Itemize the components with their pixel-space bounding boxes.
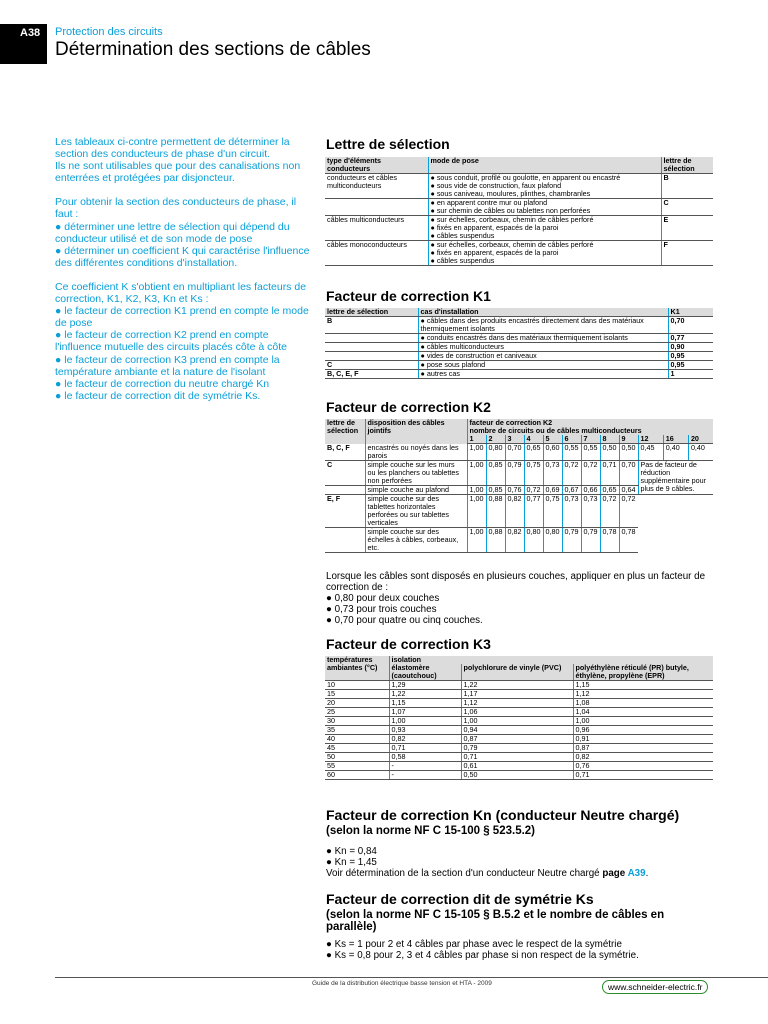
k2-col-header: 8	[600, 435, 619, 444]
k2-col-header: 5	[543, 435, 562, 444]
cell: 0,82	[573, 753, 713, 762]
value-cell: 0,70	[505, 444, 524, 461]
k2-col-header: 16	[663, 435, 688, 444]
mode: ● sur échelles, corbeaux, chemin de câbles perforé	[430, 215, 594, 224]
cell: 0,58	[389, 753, 461, 762]
value-cell: 0,88	[486, 527, 505, 552]
mode: ● sous caniveau, moulures, plinthes, chambranles	[430, 189, 591, 198]
cell	[428, 199, 661, 216]
cell: 1,22	[389, 690, 461, 699]
kn-item: ● Kn = 0,84	[326, 846, 377, 857]
value-cell: 0,67	[562, 485, 581, 494]
cell: 0,93	[389, 726, 461, 735]
ks-list	[326, 939, 716, 961]
cell: 1,07	[389, 708, 461, 717]
ks-title-text: Facteur de correction dit de symétrie Ks	[326, 891, 594, 907]
footer-guide: Guide de la distribution électrique basse tension et HTA - 2009	[312, 980, 492, 987]
cell: 1,06	[461, 708, 573, 717]
cell: 0,96	[573, 726, 713, 735]
cell: 1,00	[461, 717, 573, 726]
mode: ● fixés en apparent, espacés de la paroi	[430, 223, 559, 232]
k2-count-label: nombre de circuits ou de câbles multiconducteurs	[469, 426, 642, 435]
mode: ● sur chemin de câbles ou tablettes non perforées	[430, 206, 591, 215]
table-row	[325, 771, 713, 780]
cell: simple couche sur les murs ou les planchers ou tablettes non perforées	[365, 460, 467, 485]
value-cell: 0,72	[524, 485, 543, 494]
intro-text	[55, 136, 315, 414]
intro-line: Les tableaux ci-contre permettent de déterminer la section des conducteurs de phase d'un circuit.	[55, 136, 290, 161]
cell: simple couche sur des échelles à câbles, corbeaux, etc.	[365, 527, 467, 552]
cell: 0,77	[668, 334, 713, 343]
intro-line: Ils ne sont utilisables que pour des canalisations non enterrées et protégées par disjoncteur.	[55, 160, 301, 185]
kn-text	[326, 868, 716, 879]
value-cell: 0,71	[600, 460, 619, 485]
col-header: cas d'installation	[418, 308, 668, 317]
table-row	[325, 744, 713, 753]
cell: simple couche au plafond	[365, 485, 467, 494]
cell: 1,00	[389, 717, 461, 726]
ks-title	[326, 891, 716, 933]
col-header: K1	[668, 308, 713, 317]
cell: C	[325, 361, 418, 370]
note-line: ● 0,80 pour deux couches	[326, 593, 440, 604]
cell: F	[661, 241, 713, 266]
value-cell: 0,72	[619, 494, 638, 527]
cell: 0,87	[573, 744, 713, 753]
value-cell: 0,55	[581, 444, 600, 461]
intro-line: ● le facteur de correction dit de symétrie Ks.	[55, 389, 261, 402]
value-cell: 0,78	[600, 527, 619, 552]
value-cell: 0,80	[486, 444, 505, 461]
col-header: températures ambiantes (°C)	[325, 656, 389, 681]
cell: 0,94	[461, 726, 573, 735]
cell: E	[661, 216, 713, 241]
mode: ● câbles suspendus	[430, 231, 495, 240]
col-header: type d'éléments conducteurs	[325, 157, 428, 174]
value-cell: 0,64	[619, 485, 638, 494]
mode: ● fixés en apparent, espacés de la paroi	[430, 248, 559, 257]
value-cell: 0,72	[562, 460, 581, 485]
value-cell: 0,76	[505, 485, 524, 494]
k3-table	[325, 656, 713, 780]
table-row	[325, 726, 713, 735]
cell: 45	[325, 744, 389, 753]
kn-sentence: Voir détermination de la section d'un conducteur Neutre chargé	[326, 868, 603, 879]
kn-title-text: Facteur de correction Kn (conducteur Neutre chargé)	[326, 807, 680, 823]
intro-line: Pour obtenir la section des conducteurs de phase, il faut :	[55, 196, 297, 221]
lettre-table	[325, 157, 713, 266]
ks-subtitle: (selon la norme NF C 15-105 § B.5.2 et le nombre de câbles en parallèle)	[326, 909, 665, 933]
value-cell: 0,88	[486, 494, 505, 527]
k1-table	[325, 308, 713, 379]
k2-note	[326, 571, 716, 626]
kn-end: .	[645, 868, 649, 879]
cell: ● câbles multiconducteurs	[418, 343, 668, 352]
intro-line: Ce coefficient K s'obtient en multipliant les facteurs de correction, K1, K2, K3, Kn et Ks :	[55, 280, 307, 306]
cell	[428, 216, 661, 241]
mode: ● sur échelles, corbeaux, chemin de câbles perforé	[430, 240, 594, 249]
cell: 0,71	[573, 771, 713, 780]
cell: 0,61	[461, 762, 573, 771]
value-cell: 1,00	[467, 485, 486, 494]
cell: 0,76	[573, 762, 713, 771]
cell: E, F	[325, 494, 365, 527]
cell: 0,79	[461, 744, 573, 753]
col-header: mode de pose	[428, 157, 661, 174]
value-cell: 0,80	[543, 527, 562, 552]
cell: B, C, E, F	[325, 370, 418, 379]
intro-line: ● le facteur de correction K3 prend en compte la température ambiante et la nature de l'isolant	[55, 353, 280, 378]
k2-col-header: 9	[619, 435, 638, 444]
intro-line: ● déterminer une lettre de sélection qui dépend du conducteur utilisé et de son mode de pose	[55, 220, 290, 245]
kn-title	[326, 807, 679, 837]
page-number: A38	[0, 24, 47, 64]
cell: 0,50	[461, 771, 573, 780]
cell: 1,12	[461, 699, 573, 708]
k2-col-header: 4	[524, 435, 543, 444]
col-header: polyéthylène réticulé (PR) butyle, éthylène, propylène (EPR)	[573, 664, 713, 681]
cell: 1,22	[461, 681, 573, 690]
intro-line: ● le facteur de correction K1 prend en compte le mode de pose	[55, 305, 309, 330]
k2-col-header: 1	[467, 435, 486, 444]
cell: 0,71	[389, 744, 461, 753]
note-line: ● 0,70 pour quatre ou cinq couches.	[326, 615, 483, 626]
value-cell: 0,60	[543, 444, 562, 461]
value-cell: 0,85	[486, 485, 505, 494]
value-cell: 0,79	[562, 527, 581, 552]
value-cell: 0,70	[619, 460, 638, 485]
value-cell: 0,82	[505, 527, 524, 552]
table-row	[325, 753, 713, 762]
value-cell: 0,80	[524, 527, 543, 552]
cell: 1,29	[389, 681, 461, 690]
cell: 0,70	[668, 317, 713, 334]
ks-item: ● Ks = 1 pour 2 et 4 câbles par phase avec le respect de la symétrie	[326, 939, 622, 950]
cell: câbles multiconducteurs	[325, 216, 428, 241]
mode: ● en apparent contre mur ou plafond	[430, 198, 548, 207]
cell: 1,15	[389, 699, 461, 708]
mode: ● sous vide de construction, faux plafond	[430, 181, 562, 190]
value-cell: 1,00	[467, 460, 486, 485]
cell: B	[325, 317, 418, 334]
cell: 60	[325, 771, 389, 780]
kn-list	[326, 846, 716, 879]
value-cell: 0,82	[505, 494, 524, 527]
cell: 1,00	[573, 717, 713, 726]
k2-col-header: 3	[505, 435, 524, 444]
value-cell: 0,73	[543, 460, 562, 485]
page-a39-link[interactable]: A39	[627, 868, 646, 879]
ks-item: ● Ks = 0,8 pour 2, 3 et 4 câbles par phase si non respect de la symétrie.	[326, 950, 639, 961]
cell: 1,12	[573, 690, 713, 699]
table-row	[325, 735, 713, 744]
cell	[325, 343, 418, 352]
cell: encastrés ou noyés dans les parois	[365, 444, 467, 461]
cell: 1,17	[461, 690, 573, 699]
cell: 50	[325, 753, 389, 762]
cell: ● pose sous plafond	[418, 361, 668, 370]
footer-divider	[55, 977, 768, 978]
value-cell: 0,50	[600, 444, 619, 461]
k2-col-header: 7	[581, 435, 600, 444]
k2-col-header: 2	[486, 435, 505, 444]
col-header: lettre de sélection	[325, 308, 418, 317]
cell	[325, 352, 418, 361]
k2-table	[325, 419, 713, 553]
cell	[325, 485, 365, 494]
cell: 40	[325, 735, 389, 744]
cell: 0,91	[573, 735, 713, 744]
table-row	[325, 762, 713, 771]
cell: ● vides de construction et caniveaux	[418, 352, 668, 361]
table-row	[325, 494, 713, 527]
value-cell: 0,72	[581, 460, 600, 485]
table-row	[325, 527, 713, 552]
value-cell: 0,75	[524, 460, 543, 485]
cell	[325, 527, 365, 552]
value-cell: 0,40	[663, 444, 688, 461]
cell: 0,87	[461, 735, 573, 744]
kn-page-label: page	[602, 868, 628, 879]
cell: 30	[325, 717, 389, 726]
intro-line: ● le facteur de correction du neutre chargé Kn	[55, 377, 270, 390]
k1-title: Facteur de correction K1	[326, 288, 491, 304]
col-header: lettre de sélection	[661, 157, 713, 174]
col-header: isolation	[389, 656, 713, 664]
table-row	[325, 708, 713, 717]
cell: 10	[325, 681, 389, 690]
note-line: Lorsque les câbles sont disposés en plusieurs couches, appliquer en plus un facteur de correction de :	[326, 571, 706, 593]
cell	[428, 174, 661, 199]
cell: C	[661, 199, 713, 216]
table-row	[325, 717, 713, 726]
lettre-title: Lettre de sélection	[326, 136, 450, 152]
cell: 0,95	[668, 361, 713, 370]
col-header: disposition des câbles jointifs	[365, 419, 467, 444]
cell: -	[389, 771, 461, 780]
cell: ● autres cas	[418, 370, 668, 379]
cell	[325, 334, 418, 343]
mode: ● sous conduit, profilé ou goulotte, en apparent ou encastré	[430, 173, 621, 182]
value-cell: 1,00	[467, 444, 486, 461]
k2-title: Facteur de correction K2	[326, 399, 491, 415]
value-cell: 0,55	[562, 444, 581, 461]
cell: 0,71	[461, 753, 573, 762]
cell: 1,04	[573, 708, 713, 717]
cell: 1	[668, 370, 713, 379]
value-cell: 0,79	[581, 527, 600, 552]
intro-line: ● le facteur de correction K2 prend en compte l'influence mutuelle des circuits placés côte à côte	[55, 329, 287, 354]
cell: câbles monoconducteurs	[325, 241, 428, 266]
value-cell: 0,69	[543, 485, 562, 494]
cell: 55	[325, 762, 389, 771]
k2-factor-label: facteur de correction K2	[469, 418, 553, 427]
cell: 0,95	[668, 352, 713, 361]
value-cell: 0,78	[619, 527, 638, 552]
col-header: polychlorure de vinyle (PVC)	[461, 664, 573, 681]
cell: 1,15	[573, 681, 713, 690]
value-cell: 1,00	[467, 494, 486, 527]
cell: 25	[325, 708, 389, 717]
value-cell: 0,73	[581, 494, 600, 527]
note-cell: Pas de facteur de réduction supplémentaire pour plus de 9 câbles.	[638, 460, 713, 494]
k2-col-header: 20	[688, 435, 713, 444]
k3-title: Facteur de correction K3	[326, 636, 491, 652]
cell: -	[389, 762, 461, 771]
value-cell: 1,00	[467, 527, 486, 552]
mode: ● câbles suspendus	[430, 256, 495, 265]
section-label: Protection des circuits	[55, 26, 163, 38]
table-row	[325, 444, 713, 461]
cell: B, C, F	[325, 444, 365, 461]
cell: B	[661, 174, 713, 199]
cell: C	[325, 460, 365, 485]
value-cell: 0,72	[600, 494, 619, 527]
cell: 20	[325, 699, 389, 708]
value-cell: 0,79	[505, 460, 524, 485]
cell: 35	[325, 726, 389, 735]
value-cell: 0,50	[619, 444, 638, 461]
website-link[interactable]: www.schneider-electric.fr	[602, 980, 708, 994]
k2-col-header: 6	[562, 435, 581, 444]
cell: 1,08	[573, 699, 713, 708]
table-row	[325, 699, 713, 708]
table-row	[325, 681, 713, 690]
value-cell: 0,85	[486, 460, 505, 485]
cell	[325, 199, 428, 216]
value-cell: 0,40	[688, 444, 713, 461]
intro-line: ● déterminer un coefficient K qui caractérise l'influence des différentes conditions d'installation.	[55, 244, 310, 269]
cell: ● conduits encastrés dans des matériaux thermiquement isolants	[418, 334, 668, 343]
cell: 0,82	[389, 735, 461, 744]
value-cell: 0,45	[638, 444, 663, 461]
cell: simple couche sur des tablettes horizontales perforées ou sur tablettes verticales	[365, 494, 467, 527]
table-row	[325, 460, 713, 485]
value-cell: 0,75	[543, 494, 562, 527]
col-header: lettre de sélection	[325, 419, 365, 444]
k2-col-header: 12	[638, 435, 663, 444]
cell: ● câbles dans des produits encastrés directement dans des matériaux thermiquement isolants	[418, 317, 668, 334]
value-cell: 0,77	[524, 494, 543, 527]
kn-item: ● Kn = 1,45	[326, 857, 377, 868]
col-header: élastomère (caoutchouc)	[389, 664, 461, 681]
col-header	[467, 419, 713, 435]
note-line: ● 0,73 pour trois couches	[326, 604, 437, 615]
value-cell: 0,66	[581, 485, 600, 494]
cell	[428, 241, 661, 266]
page-title: Détermination des sections de câbles	[55, 39, 371, 60]
value-cell: 0,65	[600, 485, 619, 494]
value-cell: 0,73	[562, 494, 581, 527]
kn-subtitle: (selon la norme NF C 15-100 § 523.5.2)	[326, 825, 536, 837]
table-row	[325, 690, 713, 699]
cell: conducteurs et câbles multiconducteurs	[325, 174, 428, 199]
value-cell: 0,65	[524, 444, 543, 461]
cell: 0,90	[668, 343, 713, 352]
cell: 15	[325, 690, 389, 699]
